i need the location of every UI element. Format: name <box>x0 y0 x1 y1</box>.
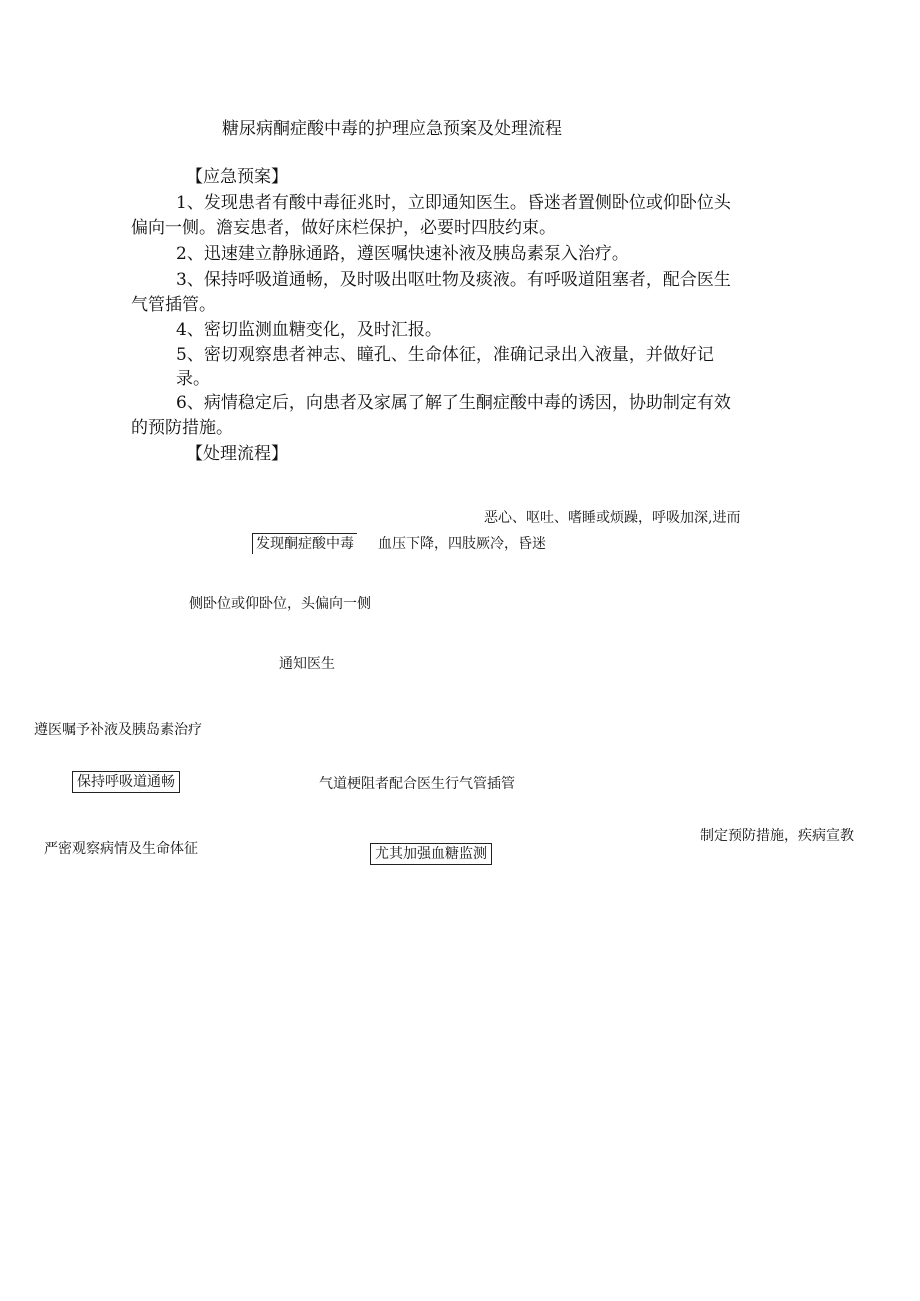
flow-fluids-insulin: 遵医嘱予补液及胰岛素治疗 <box>34 722 202 738</box>
plan-line: 2、迅速建立静脉通路，遵医嘱快速补液及胰岛素泵入治疗。 <box>176 244 629 264</box>
flow-box-airway: 保持呼吸道通畅 <box>72 771 180 793</box>
flow-box-glucose: 尤其加强血糖监测 <box>370 843 492 865</box>
plan-line: 3、保持呼吸道通畅，及时吸出呕吐物及痰液。有呼吸道阻塞者，配合医生 <box>176 270 731 290</box>
flow-prevention: 制定预防措施，疾病宣教 <box>700 828 854 844</box>
plan-line: 的预防措施。 <box>131 418 233 438</box>
page-title: 糖尿病酮症酸中毒的护理应急预案及处理流程 <box>222 119 562 139</box>
flow-observe: 严密观察病情及生命体征 <box>44 841 198 857</box>
plan-line: 5、密切观察患者神志、瞳孔、生命体征，准确记录出入液量，并做好记 <box>176 345 714 365</box>
plan-line: 1、发现患者有酸中毒征兆时，立即通知医生。昏迷者置侧卧位或仰卧位头 <box>176 193 731 213</box>
plan-line: 偏向一侧。澹妄患者，做好床栏保护，必要时四肢约束。 <box>131 218 556 238</box>
plan-line: 气管插管。 <box>131 295 216 315</box>
section-heading-plan: 【应急预案】 <box>186 167 288 187</box>
plan-line: 录。 <box>176 369 210 389</box>
section-heading-process: 【处理流程】 <box>186 444 288 464</box>
flow-position: 侧卧位或仰卧位，头偏向一侧 <box>189 596 371 612</box>
flow-intubation: 气道梗阻者配合医生行气管插管 <box>319 776 515 792</box>
flow-symptoms-2: 血压下降，四肢厥冷，昏迷 <box>378 536 546 552</box>
flow-notify-doctor: 通知医生 <box>279 656 335 672</box>
flow-box-discover: 发现酮症酸中毒 <box>252 533 357 554</box>
flow-symptoms-1: 恶心、呕吐、嗜睡或烦躁，呼吸加深,进而 <box>484 510 741 526</box>
plan-line: 4、密切监测血糖变化，及时汇报。 <box>176 320 442 340</box>
plan-line: 6、病情稳定后，向患者及家属了解了生酮症酸中毒的诱因，协助制定有效 <box>176 393 731 413</box>
